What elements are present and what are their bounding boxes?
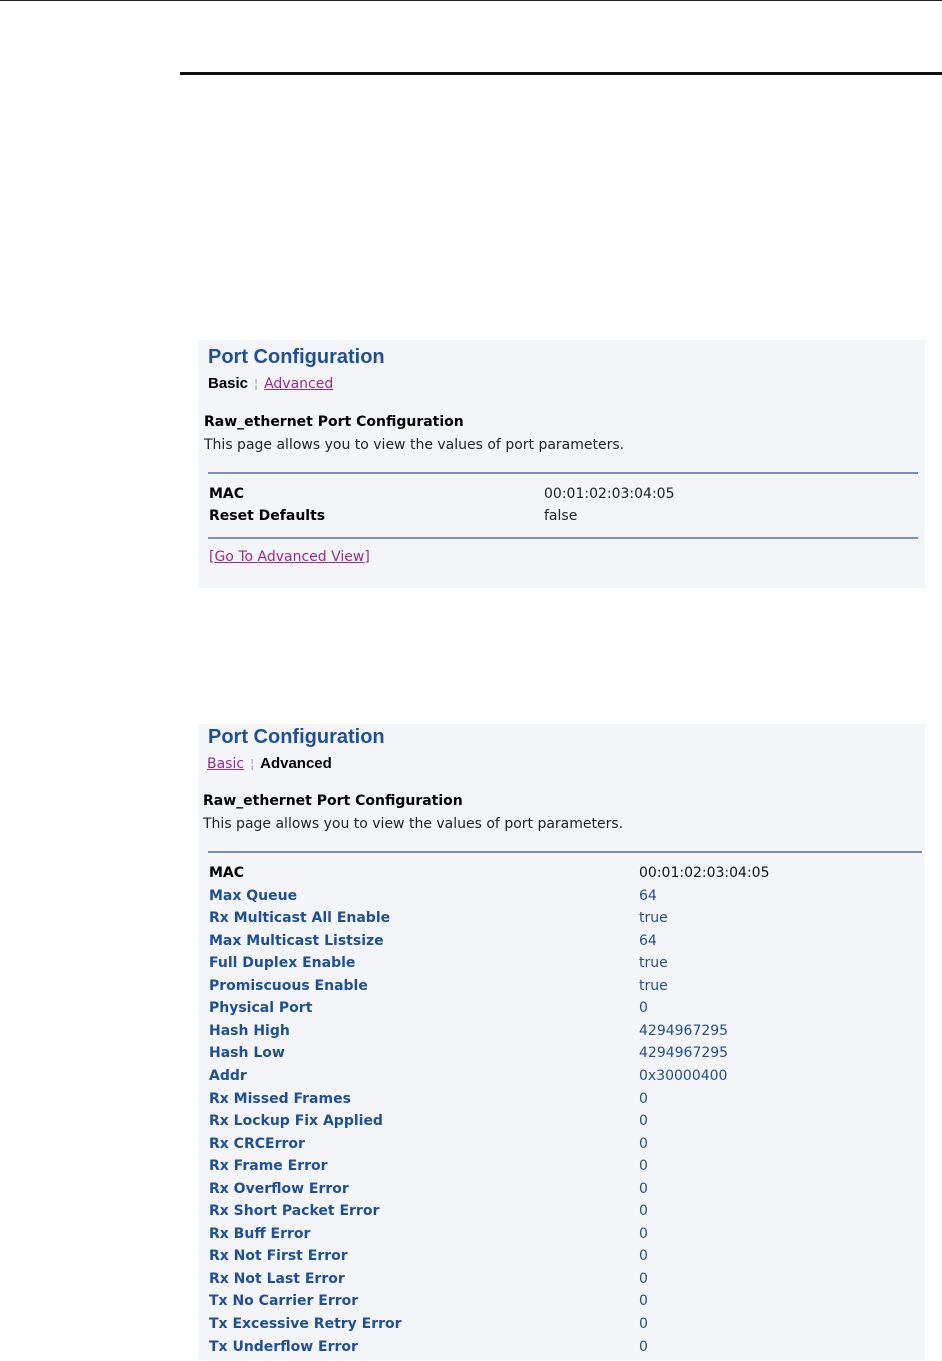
page-title: Port Configuration — [208, 726, 385, 748]
param-label: Rx Not Last Error — [209, 1270, 345, 1287]
section-description: This page allows you to view the values of port parameters. — [203, 816, 624, 832]
section-heading: Raw_ethernet Port Configuration — [204, 414, 464, 430]
param-value: 0 — [639, 1158, 648, 1175]
param-value: true — [639, 910, 668, 927]
param-value: 00:01:02:03:04:05 — [639, 865, 770, 881]
param-value: 0 — [639, 1316, 648, 1332]
page-header-rule — [180, 72, 942, 75]
param-label: Tx No Carrier Error — [209, 1293, 359, 1310]
param-value: false — [544, 508, 578, 524]
param-value: 64 — [639, 887, 657, 904]
param-label: Full Duplex Enable — [209, 955, 356, 972]
view-tabs — [207, 755, 332, 772]
tab-basic[interactable]: Basic — [207, 756, 245, 772]
param-value: 0 — [639, 1135, 648, 1152]
advanced-view-panel — [198, 724, 925, 1360]
param-label: Hash Low — [209, 1045, 285, 1062]
param-label: Rx Buff Error — [209, 1225, 311, 1242]
tab-separator: ¦ — [254, 377, 259, 391]
param-label: Addr — [209, 1067, 247, 1084]
param-label: Rx Not First Error — [209, 1248, 348, 1265]
view-tabs — [208, 375, 333, 392]
param-label: Rx Overflow Error — [209, 1180, 349, 1197]
param-value: 0 — [639, 1113, 648, 1130]
param-label: Tx Excessive Retry Error — [209, 1316, 402, 1332]
param-label: Rx Multicast All Enable — [209, 910, 391, 927]
param-label: Rx Frame Error — [209, 1158, 328, 1175]
section-description: This page allows you to view the values of port parameters. — [204, 437, 625, 453]
param-value: 0 — [639, 1225, 648, 1242]
param-value: 0 — [639, 1000, 648, 1017]
param-value: 4294967295 — [639, 1022, 729, 1039]
param-value: 0 — [639, 1180, 648, 1197]
table-top-divider — [208, 851, 922, 853]
param-label: Rx Missed Frames — [209, 1090, 351, 1107]
param-label: Rx Short Packet Error — [209, 1203, 380, 1220]
go-to-advanced-view-link[interactable]: [Go To Advanced View] — [209, 549, 370, 565]
table-top-divider — [208, 472, 918, 474]
param-value: 0x30000400 — [639, 1067, 728, 1084]
param-label: Physical Port — [209, 1000, 313, 1017]
param-value: 4294967295 — [639, 1045, 729, 1062]
param-label: Rx Lockup Fix Applied — [209, 1113, 383, 1130]
param-value: 0 — [639, 1270, 648, 1287]
param-value: 0 — [639, 1090, 648, 1107]
tab-basic[interactable]: Basic — [208, 375, 249, 392]
param-value: 0 — [639, 1338, 648, 1355]
table-bottom-divider — [208, 537, 918, 539]
param-label: Rx CRCError — [209, 1135, 305, 1152]
tab-advanced[interactable]: Advanced — [264, 376, 334, 392]
param-value: 0 — [639, 1248, 648, 1265]
tab-advanced[interactable]: Advanced — [260, 755, 332, 772]
param-label: Reset Defaults — [209, 508, 326, 524]
tab-separator: ¦ — [250, 757, 255, 771]
param-label: MAC — [209, 865, 245, 881]
page-top-border — [0, 0, 942, 1]
basic-view-panel — [198, 340, 925, 588]
param-value: 64 — [639, 932, 657, 949]
param-label: Tx Underflow Error — [209, 1338, 358, 1355]
param-label: Max Multicast Listsize — [209, 932, 384, 949]
param-value: true — [639, 977, 668, 994]
param-value: 0 — [639, 1293, 648, 1310]
param-value: 0 — [639, 1203, 648, 1220]
section-heading: Raw_ethernet Port Configuration — [203, 793, 463, 809]
param-value: 00:01:02:03:04:05 — [544, 486, 675, 502]
page-title: Port Configuration — [208, 346, 385, 368]
param-label: Promiscuous Enable — [209, 977, 368, 994]
param-label: Hash High — [209, 1022, 290, 1039]
param-label: MAC — [209, 486, 245, 502]
param-value: true — [639, 955, 668, 972]
param-label: Max Queue — [209, 887, 298, 904]
